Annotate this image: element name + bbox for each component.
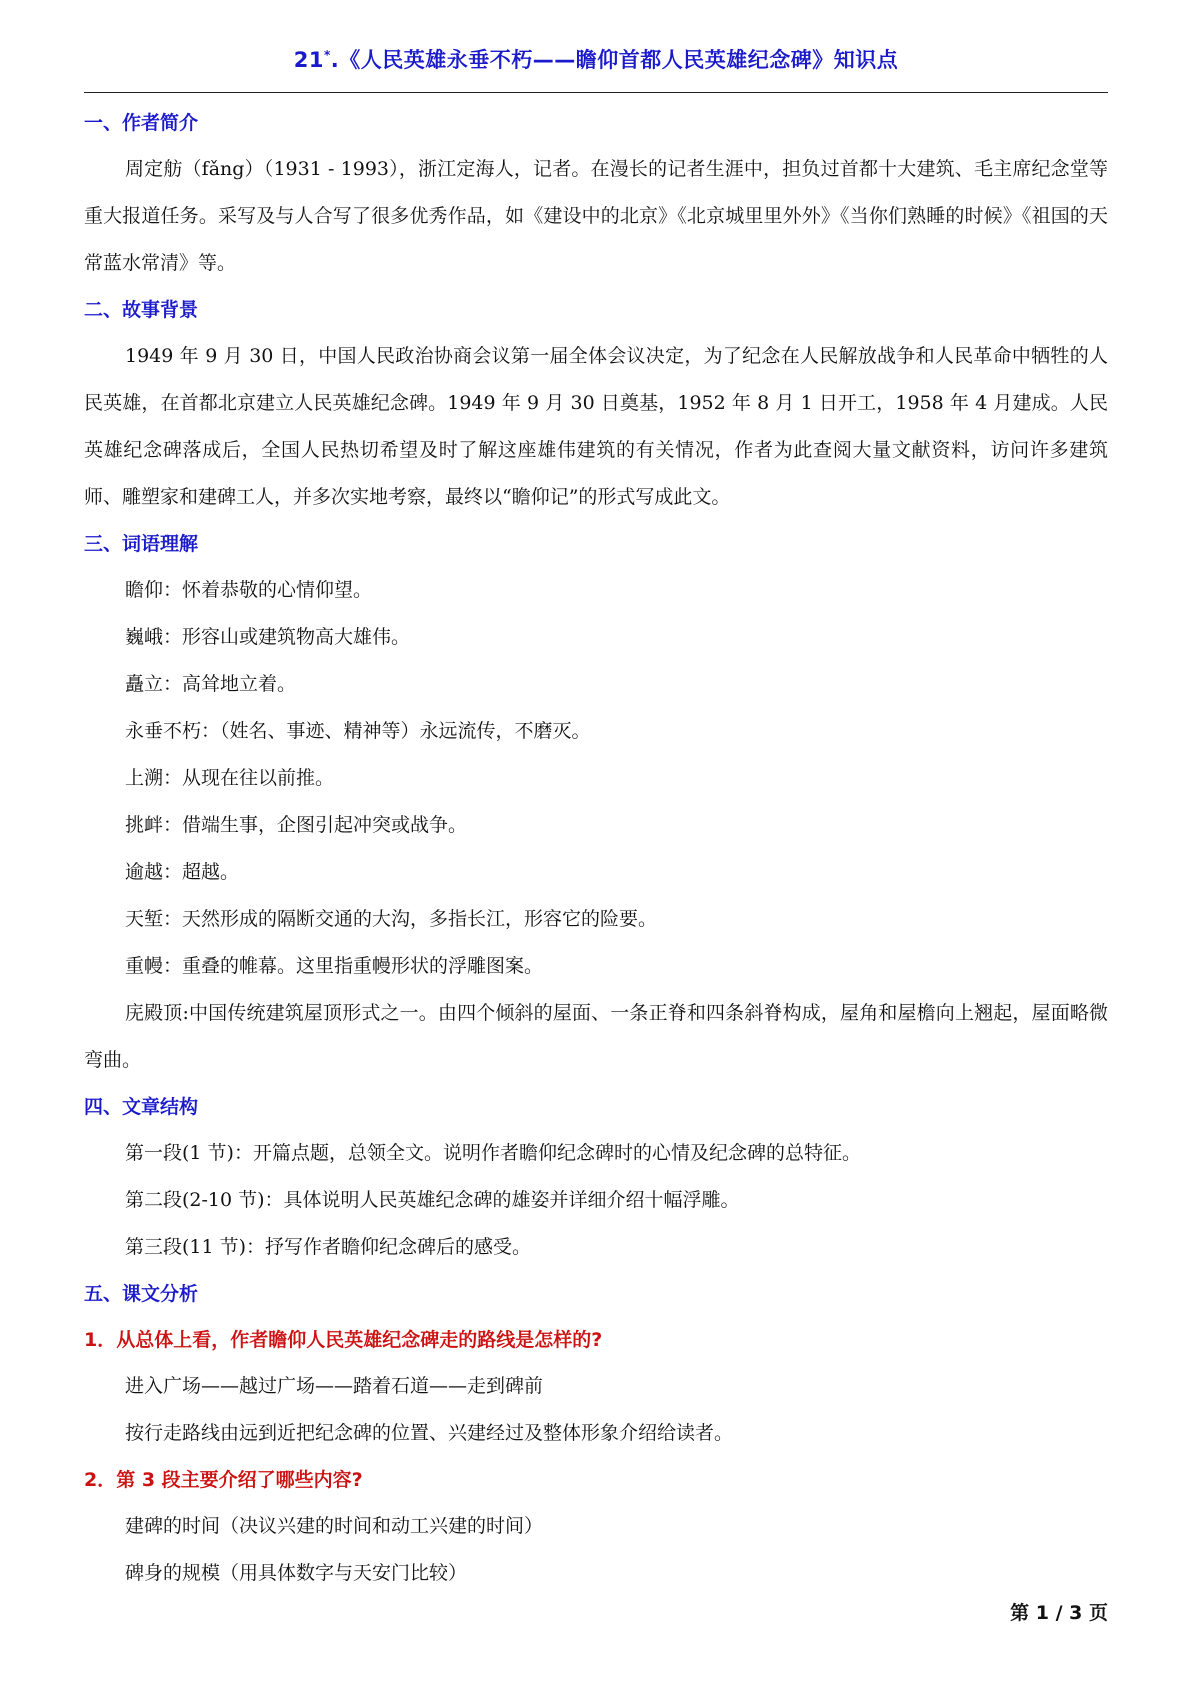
heading-background: 二、故事背景 bbox=[84, 299, 199, 321]
vocab-item: 重幔：重叠的帷幕。这里指重幔形状的浮雕图案。 bbox=[125, 955, 544, 977]
page-number: 第 1 / 3 页 bbox=[1010, 1602, 1108, 1624]
question-1: 1．从总体上看，作者瞻仰人民英雄纪念碑走的路线是怎样的? bbox=[84, 1329, 603, 1351]
answer-item: 按行走路线由远到近把纪念碑的位置、兴建经过及整体形象介绍给读者。 bbox=[125, 1422, 734, 1444]
answer-item: 进入广场——越过广场——踏着石道——走到碑前 bbox=[125, 1375, 544, 1397]
title-text: .《人民英雄永垂不朽——瞻仰首都人民英雄纪念碑》知识点 bbox=[330, 48, 899, 72]
author-paragraph: 周定舫（fǎng）（1931 - 1993），浙江定海人，记者。在漫长的记者生涯中，担负过首都十大建筑、毛主席纪念堂等重大报道任务。采写及与人合写了很多优秀作品，如《建设中的北京》《北京城里里外外》《当你们熟睡的时候》《祖国的天常蓝水常清》等。 bbox=[84, 158, 1108, 274]
background-paragraph: 1949 年 9 月 30 日，中国人民政治协商会议第一届全体会议决定，为了纪念在人民解放战争和人民革命中牺牲的人民英雄，在首都北京建立人民英雄纪念碑。1949 年 9 月 30 日奠基，1952 年 8 月 1 日开工，1958 年 4 月建成。人民英雄纪念碑落成后，全国人民热切希望及时了解这座雄伟建筑的有关情况，作者为此查阅大量文献资料，访问许多建筑师、雕塑家和建碑工人，并多次实地考察，最终以“瞻仰记”的形式写成此文。 bbox=[84, 345, 1108, 508]
vocab-item: 矗立：高耸地立着。 bbox=[125, 673, 297, 695]
vocab-last-paragraph: 庑殿顶:中国传统建筑屋顶形式之一。由四个倾斜的屋面、一条正脊和四条斜脊构成，屋角和屋檐向上翘起，屋面略微弯曲。 bbox=[84, 1002, 1108, 1071]
vocab-item: 巍峨：形容山或建筑物高大雄伟。 bbox=[125, 626, 411, 648]
answer-item: 建碑的时间（决议兴建的时间和动工兴建的时间） bbox=[125, 1515, 544, 1537]
vocab-item: 天堑：天然形成的隔断交通的大沟，多指长江，形容它的险要。 bbox=[125, 908, 658, 930]
vocab-item: 永垂不朽：（姓名、事迹、精神等）永远流传，不磨灭。 bbox=[125, 720, 591, 742]
heading-analysis: 五、课文分析 bbox=[84, 1283, 199, 1305]
answer-item: 碑身的规模（用具体数字与天安门比较） bbox=[125, 1562, 468, 1584]
structure-item: 第一段(1 节)：开篇点题，总领全文。说明作者瞻仰纪念碑时的心情及纪念碑的总特征。 bbox=[125, 1142, 861, 1164]
question-2: 2．第 3 段主要介绍了哪些内容? bbox=[84, 1469, 363, 1491]
structure-item: 第三段(11 节)：抒写作者瞻仰纪念碑后的感受。 bbox=[125, 1236, 532, 1258]
heading-author: 一、作者简介 bbox=[84, 112, 199, 134]
title-number: 21 bbox=[293, 48, 324, 72]
content-body bbox=[84, 100, 1108, 1597]
vocab-item: 瞻仰：怀着恭敬的心情仰望。 bbox=[125, 579, 373, 601]
page-title bbox=[84, 44, 1108, 74]
heading-structure: 四、文章结构 bbox=[84, 1096, 199, 1118]
title-mark: * bbox=[323, 48, 331, 62]
structure-item: 第二段(2-10 节)：具体说明人民英雄纪念碑的雄姿并详细介绍十幅浮雕。 bbox=[125, 1189, 740, 1211]
vocab-item: 上溯：从现在往以前推。 bbox=[125, 767, 335, 789]
heading-vocab: 三、词语理解 bbox=[84, 533, 199, 555]
vocab-item: 挑衅：借端生事，企图引起冲突或战争。 bbox=[125, 814, 468, 836]
vocab-item: 逾越：超越。 bbox=[125, 861, 240, 883]
title-divider bbox=[84, 92, 1108, 93]
